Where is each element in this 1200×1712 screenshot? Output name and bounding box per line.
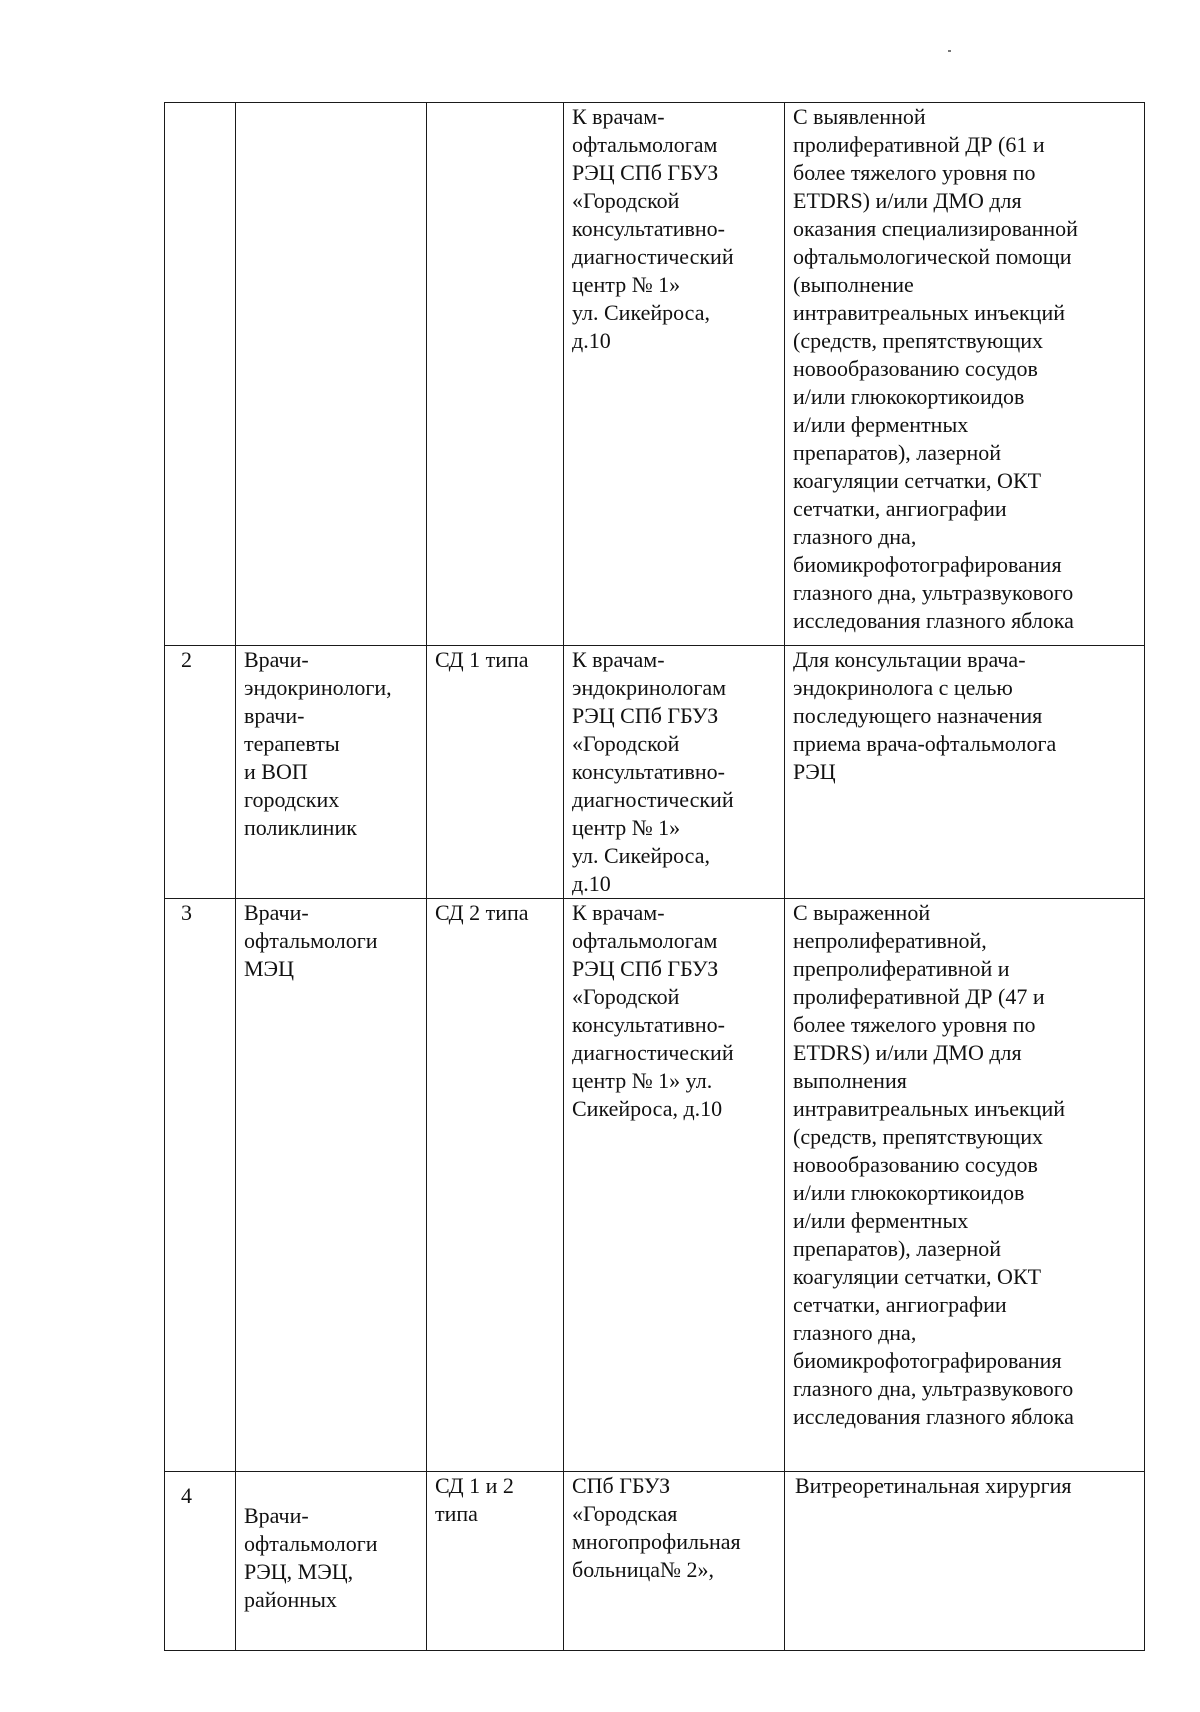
row-number-cell: 4 [165,1472,236,1651]
table-row [165,646,1145,899]
referral-destination-cell: К врачам- офтальмологам РЭЦ СПб ГБУЗ «Городской консультативно- диагностический центр № 1» ул. Сикейроса, д.10 [564,103,785,646]
diabetes-type-cell [427,103,564,646]
row-number-cell [165,103,236,646]
referral-purpose-cell: Витреоретинальная хирургия [785,1472,1145,1651]
referring-doctors-cell: Врачи- офтальмологи РЭЦ, МЭЦ, районных [236,1472,427,1651]
referral-purpose-cell: С выраженной непролиферативной, препролиферативной и пролиферативной ДР (47 и более тяжелого уровня по ETDRS) и/или ДМО для выполнения интравитреальных инъекций (средств, препятствующих новообразованию сосудов и/или глюкокортикоидов и/или ферментных препаратов), лазерной коагуляции сетчатки, ОКТ сетчатки, ангиографии глазного дна, биомикрофотографирования глазного дна, ультразвукового исследования глазного яблока [785,899,1145,1472]
scan-speck [948,50,951,52]
diabetes-type-cell: СД 1 типа [427,646,564,899]
referral-destination-cell: К врачам- эндокринологам РЭЦ СПб ГБУЗ «Городской консультативно- диагностический центр № 1» ул. Сикейроса, д.10 [564,646,785,899]
referral-destination-cell: СПб ГБУЗ «Городская многопрофильная больница№ 2», [564,1472,785,1651]
referral-purpose-cell: С выявленной пролиферативной ДР (61 и более тяжелого уровня по ETDRS) и/или ДМО для оказания специализированной офтальмологической помощи (выполнение интравитреальных инъекций (средств, препятствующих новообразованию сосудов и/или глюкокортикоидов и/или ферментных препаратов), лазерной коагуляции сетчатки, ОКТ сетчатки, ангиографии глазного дна, биомикрофотографирования глазного дна, ультразвукового исследования глазного яблока [785,103,1145,646]
referring-doctors-cell [236,103,427,646]
diabetes-type-cell: СД 2 типа [427,899,564,1472]
table-row [165,103,1145,646]
row-number-cell: 2 [165,646,236,899]
table-row [165,1472,1145,1651]
referral-destination-cell: К врачам- офтальмологам РЭЦ СПб ГБУЗ «Городской консультативно- диагностический центр № 1» ул. Сикейроса, д.10 [564,899,785,1472]
row-number-cell: 3 [165,899,236,1472]
referral-table [164,102,1145,1651]
referral-purpose-cell: Для консультации врача- эндокринолога с целью последующего назначения приема врача-офтальмолога РЭЦ [785,646,1145,899]
referring-doctors-cell: Врачи- офтальмологи МЭЦ [236,899,427,1472]
referring-doctors-cell: Врачи- эндокринологи, врачи- терапевты и ВОП городских поликлиник [236,646,427,899]
diabetes-type-cell: СД 1 и 2 типа [427,1472,564,1651]
table-row [165,899,1145,1472]
